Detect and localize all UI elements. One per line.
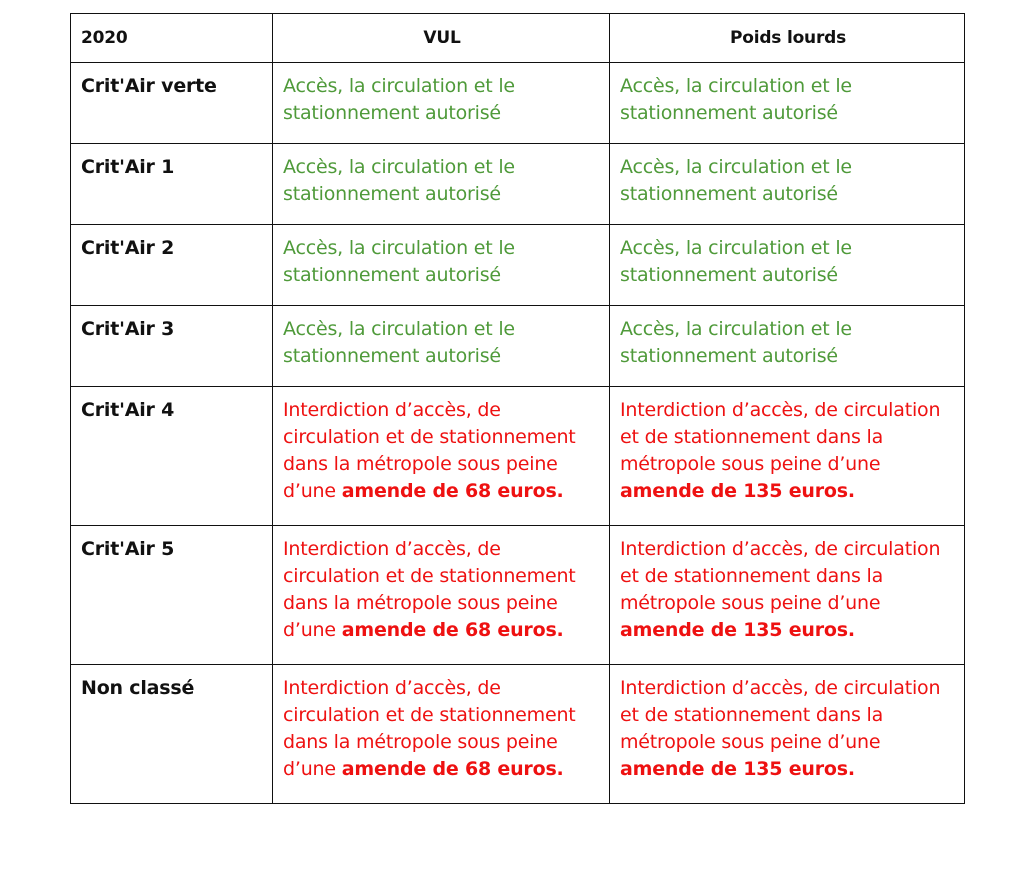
vul-cell: Accès, la circulation et le stationnement autorisé xyxy=(273,144,610,225)
vul-fine: amende de 68 euros. xyxy=(341,619,564,641)
table-row xyxy=(71,306,965,387)
heavy-fine: amende de 135 euros. xyxy=(620,619,855,641)
heavy-cell xyxy=(610,665,965,804)
heavy-text: Interdiction d’accès, de circulation et de stationnement dans la métropole sous peine d’une xyxy=(620,677,941,753)
row-label: Non classé xyxy=(71,665,273,804)
heavy-cell: Accès, la circulation et le stationnement autorisé xyxy=(610,144,965,225)
vul-text: Interdiction d’accès, de circulation et de stationnement dans la métropole sous peine d’une xyxy=(283,399,576,502)
row-label: Crit'Air 3 xyxy=(71,306,273,387)
critair-table xyxy=(70,13,965,804)
table-header-row xyxy=(71,14,965,63)
table-row xyxy=(71,144,965,225)
vul-fine: amende de 68 euros. xyxy=(341,758,564,780)
row-label: Crit'Air 1 xyxy=(71,144,273,225)
vul-cell xyxy=(273,387,610,526)
header-heavy: Poids lourds xyxy=(610,14,965,63)
row-label: Crit'Air 4 xyxy=(71,387,273,526)
heavy-cell xyxy=(610,526,965,665)
heavy-text: Interdiction d’accès, de circulation et de stationnement dans la métropole sous peine d’une xyxy=(620,538,941,614)
heavy-cell xyxy=(610,387,965,526)
vul-text: Interdiction d’accès, de circulation et de stationnement dans la métropole sous peine d’une xyxy=(283,538,576,641)
heavy-cell: Accès, la circulation et le stationnement autorisé xyxy=(610,306,965,387)
table-row xyxy=(71,526,965,665)
table-row xyxy=(71,63,965,144)
table-row xyxy=(71,225,965,306)
vul-cell: Accès, la circulation et le stationnement autorisé xyxy=(273,63,610,144)
vul-cell xyxy=(273,665,610,804)
vul-cell: Accès, la circulation et le stationnement autorisé xyxy=(273,306,610,387)
heavy-fine: amende de 135 euros. xyxy=(620,758,855,780)
table-row xyxy=(71,665,965,804)
table-row xyxy=(71,387,965,526)
vul-cell: Accès, la circulation et le stationnement autorisé xyxy=(273,225,610,306)
heavy-fine: amende de 135 euros. xyxy=(620,480,855,502)
header-vul: VUL xyxy=(273,14,610,63)
row-label: Crit'Air 5 xyxy=(71,526,273,665)
vul-text: Interdiction d’accès, de circulation et de stationnement dans la métropole sous peine d’une xyxy=(283,677,576,780)
row-label: Crit'Air 2 xyxy=(71,225,273,306)
vul-fine: amende de 68 euros. xyxy=(341,480,564,502)
row-label: Crit'Air verte xyxy=(71,63,273,144)
heavy-cell: Accès, la circulation et le stationnement autorisé xyxy=(610,63,965,144)
heavy-cell: Accès, la circulation et le stationnement autorisé xyxy=(610,225,965,306)
header-year: 2020 xyxy=(71,14,273,63)
heavy-text: Interdiction d’accès, de circulation et de stationnement dans la métropole sous peine d’une xyxy=(620,399,941,475)
vul-cell xyxy=(273,526,610,665)
